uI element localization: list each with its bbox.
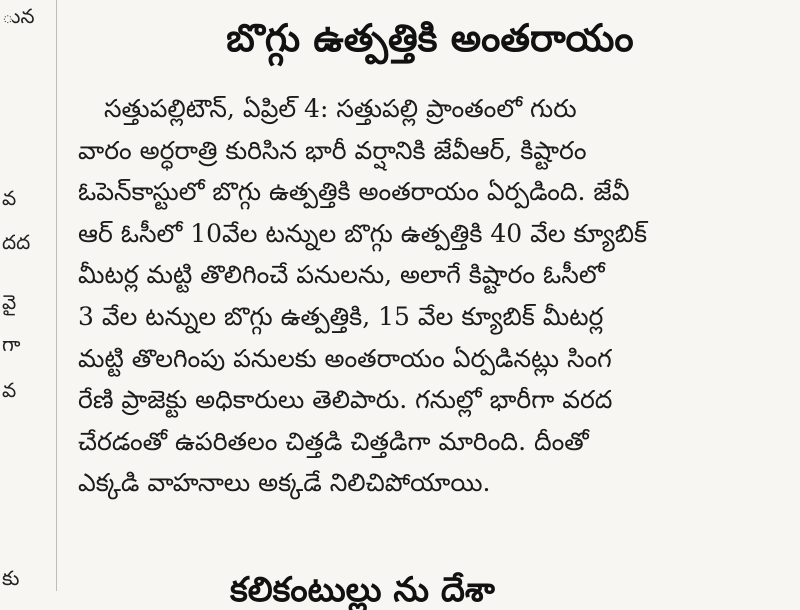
article-line: మట్టి తొలగింపు పనులకు అంతరాయం ఏర్పడినట్లు సింగ (78, 343, 612, 373)
left-column-fragment: దద (2, 230, 31, 254)
left-column-fragment: వ (2, 186, 17, 210)
article-line: ఎక్కడి వాహనాలు అక్కడే నిలిచిపోయాయి. (78, 468, 491, 498)
article-line: ఓపెన్‌కాస్టులో బొగ్గు ఉత్పత్తికి అంతరాయం ఏర్పడింది. జేవీ (78, 177, 630, 207)
article-body (78, 88, 778, 504)
article-line: మీటర్ల మట్టి తొలిగించే పనులను, అలాగే కిష్టారం ఓసీలో (78, 260, 605, 290)
article-line: రేణి ప్రాజెక్టు అధికారులు తెలిపారు. గనుల్లో భారీగా వరద (78, 385, 613, 415)
article-line: 3 వేల టన్నుల బొగ్గు ఉత్పత్తికి, 15 వేల క్యూబిక్ మీటర్ల (78, 301, 604, 331)
left-column-fragment: వ (2, 378, 17, 402)
adjacent-column-fragments (0, 0, 48, 591)
left-column-fragment: వై (2, 290, 17, 314)
article-line: చేరడంతో ఉపరితలం చిత్తడి చిత్తడిగా మారింది. దీంతో (78, 426, 589, 456)
left-column-fragment: ున (2, 4, 35, 28)
column-divider (56, 0, 57, 591)
left-column-fragment: కు (2, 566, 20, 590)
article-line: ఆర్ ఓసీలో 10వేల టన్నుల బొగ్గు ఉత్పత్తికి 40 వేల క్యూబిక్ (78, 218, 648, 248)
article-line: వారం అర్ధరాత్రి కురిసిన భారీ వర్షానికి జేవీఆర్, కిష్టారం (78, 135, 587, 165)
left-column-fragment: గా (2, 332, 21, 356)
article-headline: బొగ్గు ఉత్పత్తికి అంతరాయం (226, 16, 634, 60)
article-line: సత్తుపల్లిటౌన్, ఏప్రిల్ 4: సత్తుపల్లి ప్రాంతంలో గురు (104, 94, 577, 123)
next-article-headline: కలికంటుల్లు ను దేశా (230, 570, 495, 610)
